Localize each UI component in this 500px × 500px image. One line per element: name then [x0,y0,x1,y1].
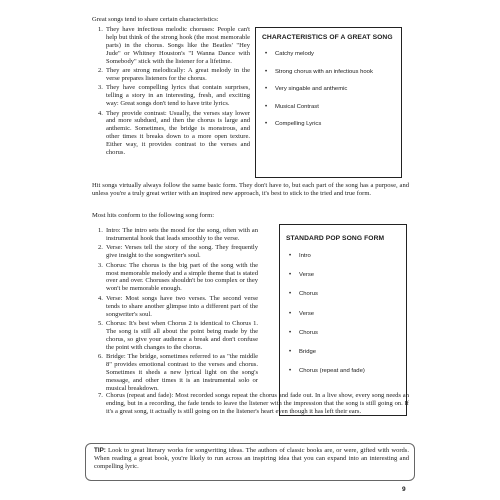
item-number: 1. [98,26,103,33]
list-item [98,262,258,294]
box-list [289,253,406,374]
box-title: STANDARD POP SONG FORM [286,235,385,242]
box-item-label: Verse [299,272,315,279]
bullet-icon: • [289,272,292,279]
item-number: 2. [98,244,103,252]
item-number: 4. [98,294,103,302]
item-text: Chorus: It's best when Chorus 2 is identical to Chorus 1. The song is still all about the point being made by the chorus, so give your audience a break and don't confuse the point with changes to the chorus. [106,319,258,351]
list-item-chorus-repeat [98,392,409,416]
box-item [265,51,401,57]
item-text: They are strong melodically: A great melody in the verse prepares listeners for the chorus. [106,67,250,82]
list-item [98,227,258,243]
box-item [289,368,406,374]
song-form-box [279,224,407,416]
box-item-label: Catchy melody [275,51,314,57]
list-item [98,295,258,319]
box-item-label: Very singable and anthemic [275,86,348,92]
item-text: Chorus: The chorus is the big part of the song with the most memorable melody and a simple theme that is stated over and over. Choruses shouldn't be too complex or they won't be memorable enough. [106,261,258,293]
item-number: 1. [98,227,103,234]
list-item [98,110,250,157]
box-item [265,104,401,110]
box-item-label: Intro [299,253,311,259]
box-item-label: Chorus [299,329,318,336]
song-form-list [98,227,258,394]
song-form-intro: Most hits conform to the following song form: [92,212,215,219]
bullet-icon: • [265,51,268,57]
box-item [289,272,406,278]
item-number: 6. [98,353,103,361]
box-item [265,69,401,75]
bullet-icon: • [289,348,292,355]
bullet-icon: • [265,121,268,127]
box-title: CHARACTERISTICS OF A GREAT SONG [262,34,393,41]
box-item [289,330,406,336]
bullet-icon: • [265,103,268,110]
bullet-icon: • [289,291,292,298]
box-item [289,349,406,355]
item-text: Verse: Most songs have two verses. The second verse tends to share another glimpse into a different part of the songwriter's soul. [106,294,258,318]
bullet-icon: • [289,368,292,375]
box-list [265,51,401,127]
hits-paragraph: Hit songs virtually always follow the same basic form. They don't have to, but each part of the song has a purpose, and unless you're a truly great writer with an inspired new approach, it's best to stick to the tried and true form. [92,182,409,197]
list-item [98,67,250,83]
item-text: Intro: The intro sets the mood for the song, often with an instrumental hook that leads smoothly to the verse. [106,227,258,242]
item-text: Chorus (repeat and fade): Most recorded songs repeat the chorus and fade out. In a live show, every song needs an ending, but in a recording, the fade tends to leave the listener with the impression that the song is still going on. If it's a great song, it actually is still going on in the listener's heart even though it has left their ears. [106,392,409,415]
characteristics-box [255,27,402,178]
item-text: Verse: Verses tell the story of the song. They frequently give insight to the songwriter's soul. [106,244,258,260]
item-number: 7. [98,392,103,399]
page-number: 9 [402,486,406,493]
box-item [289,311,406,317]
item-number: 3. [98,84,103,92]
tip-text: Look to great literary works for songwriting ideas. The authors of classic books are, or were, gifted with words. When reading a great book, you're likely to run across an inspiring idea that you can expand into an interesting and compelling lyric. [94,447,409,470]
bullet-icon: • [289,310,292,317]
item-text: They have compelling lyrics that contain surprises, telling a story in an interesting, fresh, and exciting way: Great songs don't tend to have trite lyrics. [106,84,250,108]
box-item-label: Chorus [299,291,318,298]
bullet-icon: • [265,86,268,92]
bullet-icon: • [289,253,292,259]
intro-text: Great songs tend to share certain characteristics: [92,16,219,23]
box-item-label: Compelling Lyrics [275,121,322,127]
item-number: 4. [98,109,103,117]
box-item-label: Musical Contrast [275,103,319,110]
box-item [265,121,401,127]
box-item [289,253,406,259]
list-item [98,26,250,66]
list-item [98,244,258,260]
list-item [98,84,250,108]
item-text: They provide contrast: Usually, the verses stay lower and more subdued, and then the chorus is large and anthemic. Sometimes, the bridge is monstrous, and other times it breaks down to a more open texture. Either way, it provides contrast to the verses and chorus. [106,109,250,157]
item-text: Bridge: The bridge, sometimes referred to as "the middle 8" provides emotional contrast to the verses and chorus. Sometimes it sheds a new lyrical light on the song's message, and other times it is an instrumental solo or musical breakdown. [106,353,258,392]
list-item [98,353,258,393]
box-item [289,291,406,297]
tip-label: TIP: [94,447,106,454]
list-item [98,320,258,352]
item-number: 3. [98,261,103,269]
bullet-icon: • [265,68,268,75]
item-text: They have infectious melodic choruses: People can't help but think of the strong hook (the most memorable parts) in the chorus. Songs like the Beatles' "Hey Jude" or Whitney Houston's "I Wanna Dance with Somebody" stick with the listener for a lifetime. [106,26,250,65]
characteristics-list [98,26,250,159]
box-item-label: Strong chorus with an infectious hook [275,68,373,75]
box-item-label: Chorus (repeat and fade) [299,368,365,375]
box-item-label: Bridge [299,348,317,355]
bullet-icon: • [289,329,292,336]
item-number: 5. [98,319,103,327]
box-item-label: Verse [299,310,315,317]
item-number: 2. [98,67,103,75]
tip-box [85,443,415,481]
box-item [265,86,401,92]
